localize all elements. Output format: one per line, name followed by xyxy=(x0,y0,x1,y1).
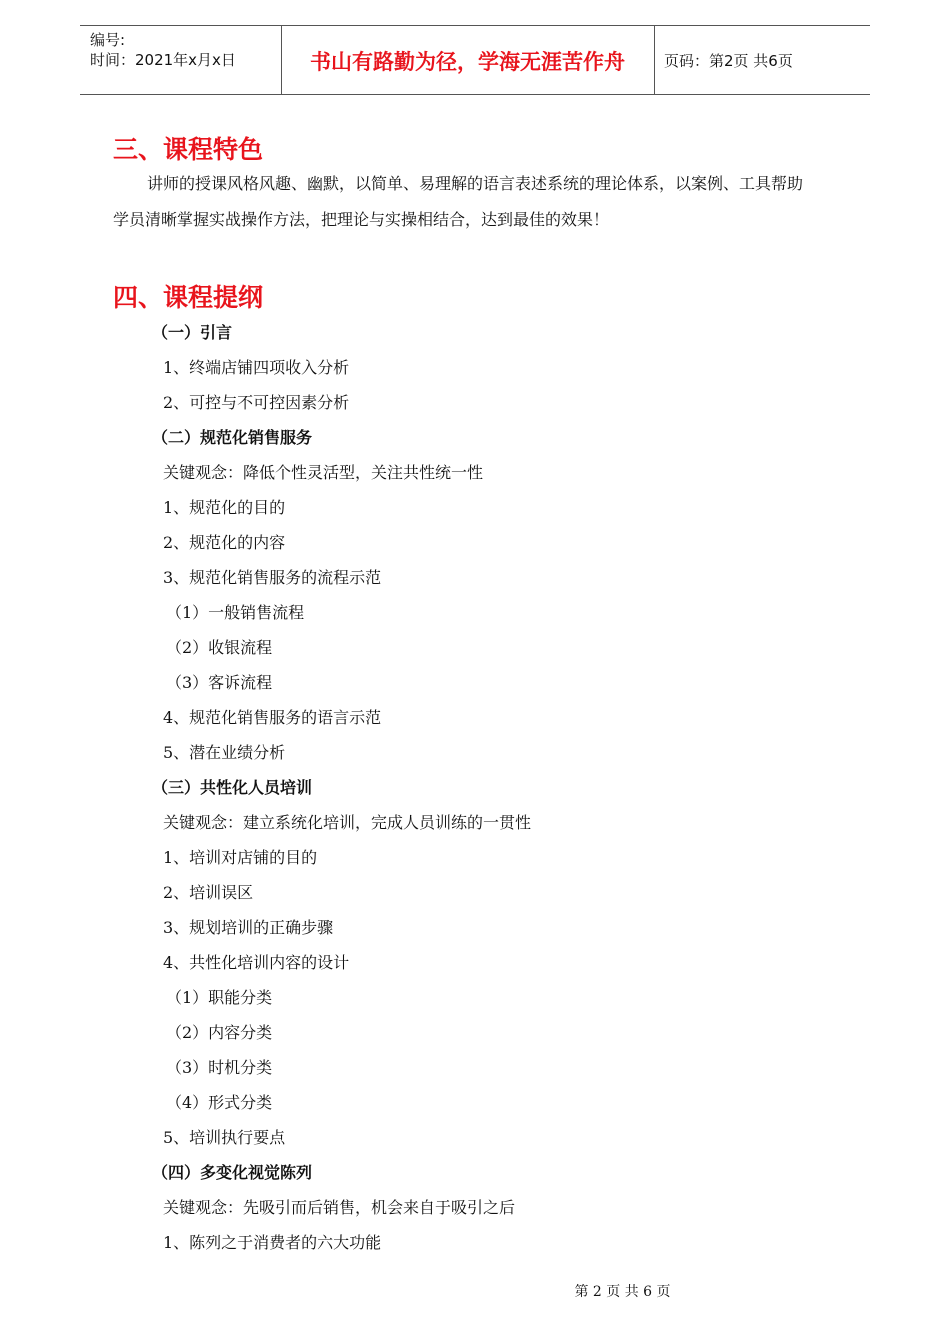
outline-subitem: （2）收银流程 xyxy=(166,638,273,657)
outline-item: 2、培训误区 xyxy=(163,883,254,902)
section4-title: 四、课程提纲 xyxy=(113,283,264,312)
header-page-info: 页码：第2页 共6页 xyxy=(664,52,793,70)
outline-item: 4、共性化培训内容的设计 xyxy=(163,953,350,972)
outline-item: 1、陈列之于消费者的六大功能 xyxy=(163,1233,382,1252)
page-header xyxy=(80,25,870,95)
section3-paragraph-line2: 学员清晰掌握实战操作方法，把理论与实操相结合，达到最佳的效果！ xyxy=(113,210,610,229)
outline-item: 关键观念：先吸引而后销售，机会来自于吸引之后 xyxy=(163,1198,516,1217)
outline-subitem: （3）时机分类 xyxy=(166,1058,273,1077)
outline-subitem: （2）内容分类 xyxy=(166,1023,273,1042)
code-label: 编号: xyxy=(90,31,126,49)
outline-item: 1、终端店铺四项收入分析 xyxy=(163,358,350,377)
section3-paragraph-line1: 讲师的授课风格风趣、幽默，以简单、易理解的语言表述系统的理论体系，以案例、工具帮助 xyxy=(147,174,804,193)
outline-subheading: （一）引言 xyxy=(152,323,233,342)
outline-item: 1、培训对店铺的目的 xyxy=(163,848,318,867)
outline-subitem: （4）形式分类 xyxy=(166,1093,273,1112)
outline-item: 2、可控与不可控因素分析 xyxy=(163,393,350,412)
time-label: 时间：2021年x月x日 xyxy=(90,51,236,69)
header-right-cell xyxy=(655,26,870,94)
outline-item: 5、培训执行要点 xyxy=(163,1128,286,1147)
header-left-cell xyxy=(80,26,282,94)
outline-item: 2、规范化的内容 xyxy=(163,533,286,552)
outline-item: 5、潜在业绩分析 xyxy=(163,743,286,762)
header-middle-cell xyxy=(281,26,655,94)
outline-item: 4、规范化销售服务的语言示范 xyxy=(163,708,382,727)
page-footer: 第 2 页 共 6 页 xyxy=(574,1284,671,1300)
outline-item: 1、规范化的目的 xyxy=(163,498,286,517)
outline-subheading: （三）共性化人员培训 xyxy=(152,778,313,797)
section3-title: 三、课程特色 xyxy=(113,135,264,164)
outline-subitem: （3）客诉流程 xyxy=(166,673,273,692)
header-motto: 书山有路勤为径，学海无涯苦作舟 xyxy=(310,50,625,74)
outline-subitem: （1）职能分类 xyxy=(166,988,273,1007)
outline-subitem: （1）一般销售流程 xyxy=(166,603,305,622)
outline-item: 3、规范化销售服务的流程示范 xyxy=(163,568,382,587)
outline-item: 关键观念：建立系统化培训，完成人员训练的一贯性 xyxy=(163,813,532,832)
outline-subheading: （二）规范化销售服务 xyxy=(152,428,313,447)
outline-subheading: （四）多变化视觉陈列 xyxy=(152,1163,313,1182)
outline-item: 关键观念：降低个性灵活型，关注共性统一性 xyxy=(163,463,484,482)
outline-item: 3、规划培训的正确步骤 xyxy=(163,918,334,937)
